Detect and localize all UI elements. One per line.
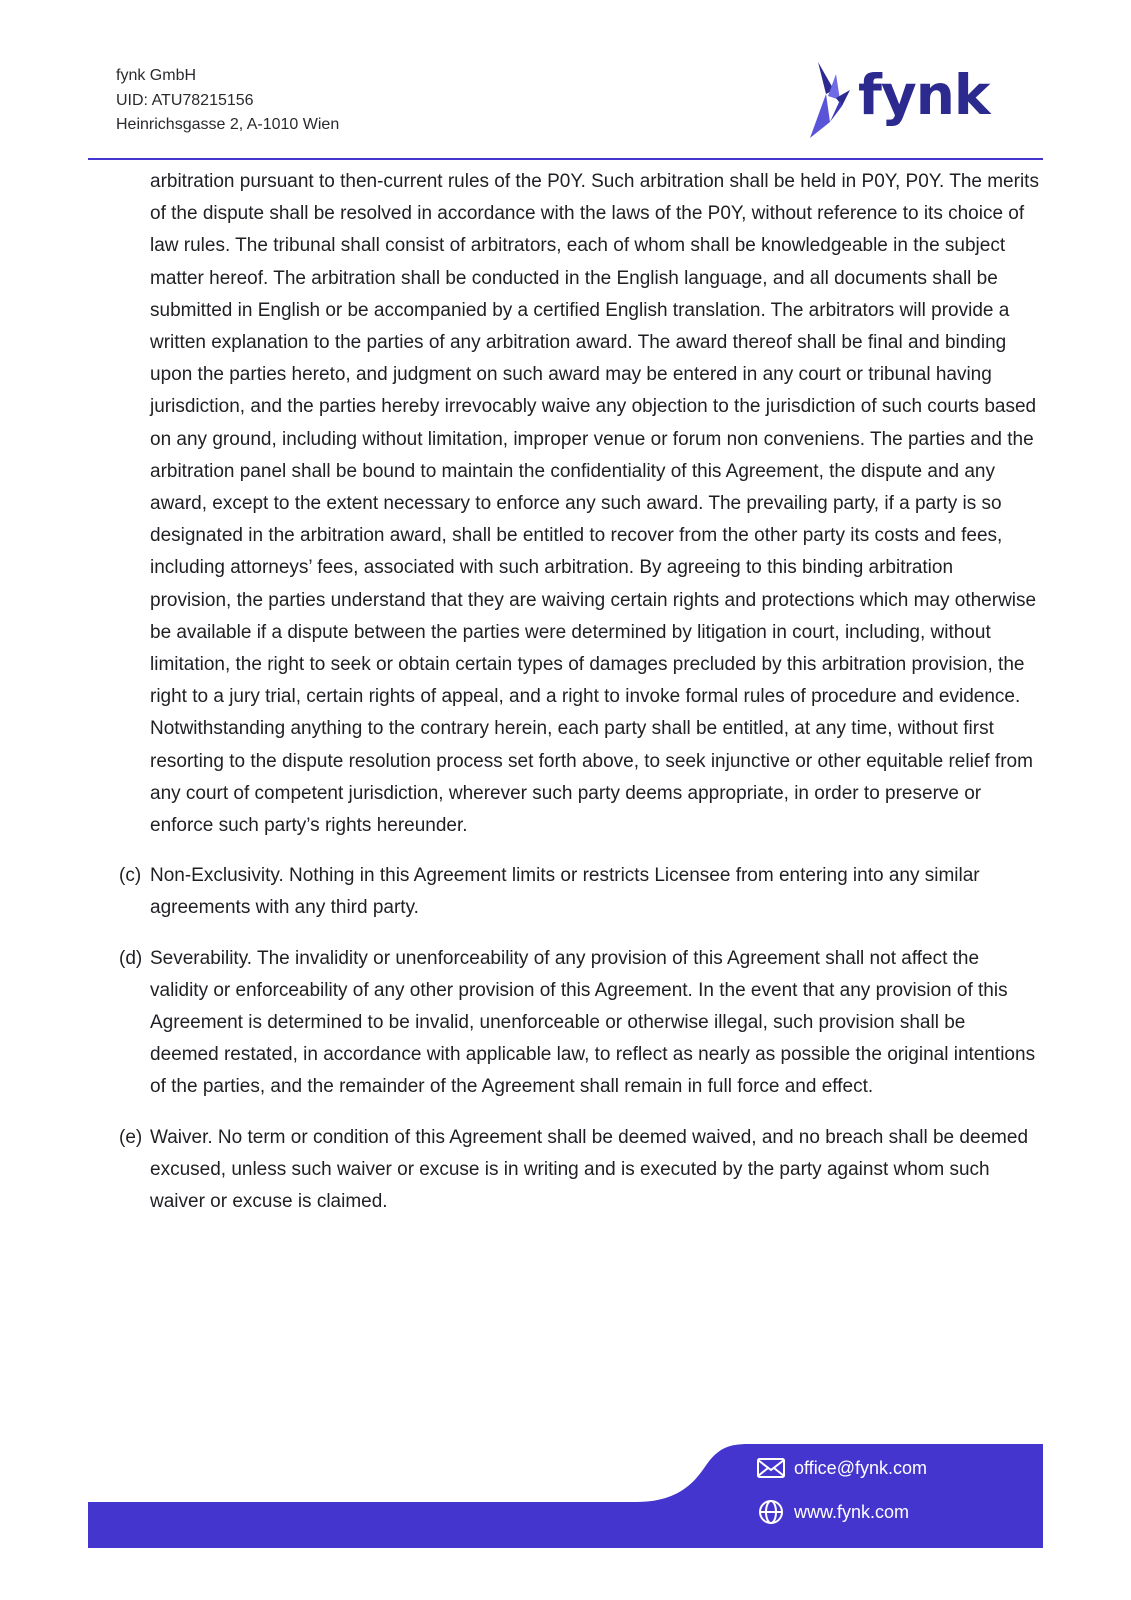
company-address: Heinrichsgasse 2, A-1010 Wien [116,116,340,133]
clause-text: Severability. The invalidity or unenforceability of any provision of this Agreement shall not affect the validity or enforceability of any other provision of this Agreement. In the event that any provision of this Agreement is determined to be invalid, unenforceable or otherwise illegal, such provision shall be deemed restated, in accordance with applicable law, to reflect as nearly as possible the original intentions of the parties, and the remainder of the Agreement shall remain in full force and effect. [150,947,1036,1098]
footer-website[interactable] [756,1500,909,1524]
clause-non-exclusivity [119,860,1039,924]
clause-label: (c) [119,865,142,887]
footer-website-text[interactable]: www.fynk.com [794,1501,910,1522]
company-info [116,64,339,138]
company-uid: UID: ATU78215156 [116,91,254,109]
company-name: fynk GmbH [116,67,197,84]
envelope-icon [756,1456,786,1480]
logo-wordmark: fynk [858,63,990,127]
clause-text: Non-Exclusivity. Nothing in this Agreement limits or restricts Licensee from entering into any similar agreements with any third party. [150,865,980,919]
header-divider [88,158,1043,160]
clause-waiver [119,1122,1039,1219]
footer [88,1444,1043,1548]
clause-text: Waiver. No term or condition of this Agreement shall be deemed waived, and no breach shall be deemed excused, unless such waiver or excuse is in writing and is executed by the party against whom such waiver or excuse is claimed. [150,1126,1029,1213]
fynk-logo [806,60,1006,142]
clause-label: (e) [119,1126,143,1148]
arbitration-continuation: arbitration pursuant to then-current rules of the P0Y. Such arbitration shall be held in P0Y, P0Y. The merits of the dispute shall be resolved in accordance with the laws of the P0Y, without reference to its choice of law rules. The tribunal shall consist of arbitrators, each of whom shall be knowledgeable in the subject matter hereof. The arbitration shall be conducted in the English language, and all documents shall be submitted in English or be accompanied by a certified English translation. The arbitrators will provide a written explanation to the parties of any arbitration award. The award thereof shall be final and binding upon the parties hereto, and judgment on such award may be entered in any court or tribunal having jurisdiction, and the parties hereby irrevocably waive any objection to the jurisdiction of such courts based on any ground, including without limitation, improper venue or forum non conveniens. The parties and the arbitration panel shall be bound to maintain the confidentiality of this Agreement, the dispute and any award, except to the extent necessary to enforce any such award. The prevailing party, if a party is so designated in the arbitration award, shall be entitled to recover from the other party its costs and fees, including attorneys’ fees, associated with such arbitration. By agreeing to this binding arbitration provision, the parties understand that they are waiving certain rights and protections which may otherwise be available if a dispute between the parties were determined by litigation in court, including, without limitation, the right to seek or obtain certain types of damages precluded by this arbitration provision, the right to a jury trial, certain rights of appeal, and a right to invoke formal rules of procedure and evidence. Notwithstanding anything to the contrary herein, each party shall be entitled, at any time, without first resorting to the dispute resolution process set forth above, to seek injunctive or other equitable relief from any court of competent jurisdiction, wherever such party deems appropriate, in order to preserve or enforce such party’s rights hereunder. [150,171,1039,837]
clause-label: (d) [119,947,143,969]
clause-severability [119,943,1039,1104]
bird-logo-icon [806,60,860,140]
footer-email[interactable] [756,1456,927,1480]
globe-icon [756,1500,786,1524]
footer-email-text[interactable]: office@fynk.com [794,1457,927,1478]
document-body [119,166,1039,1218]
